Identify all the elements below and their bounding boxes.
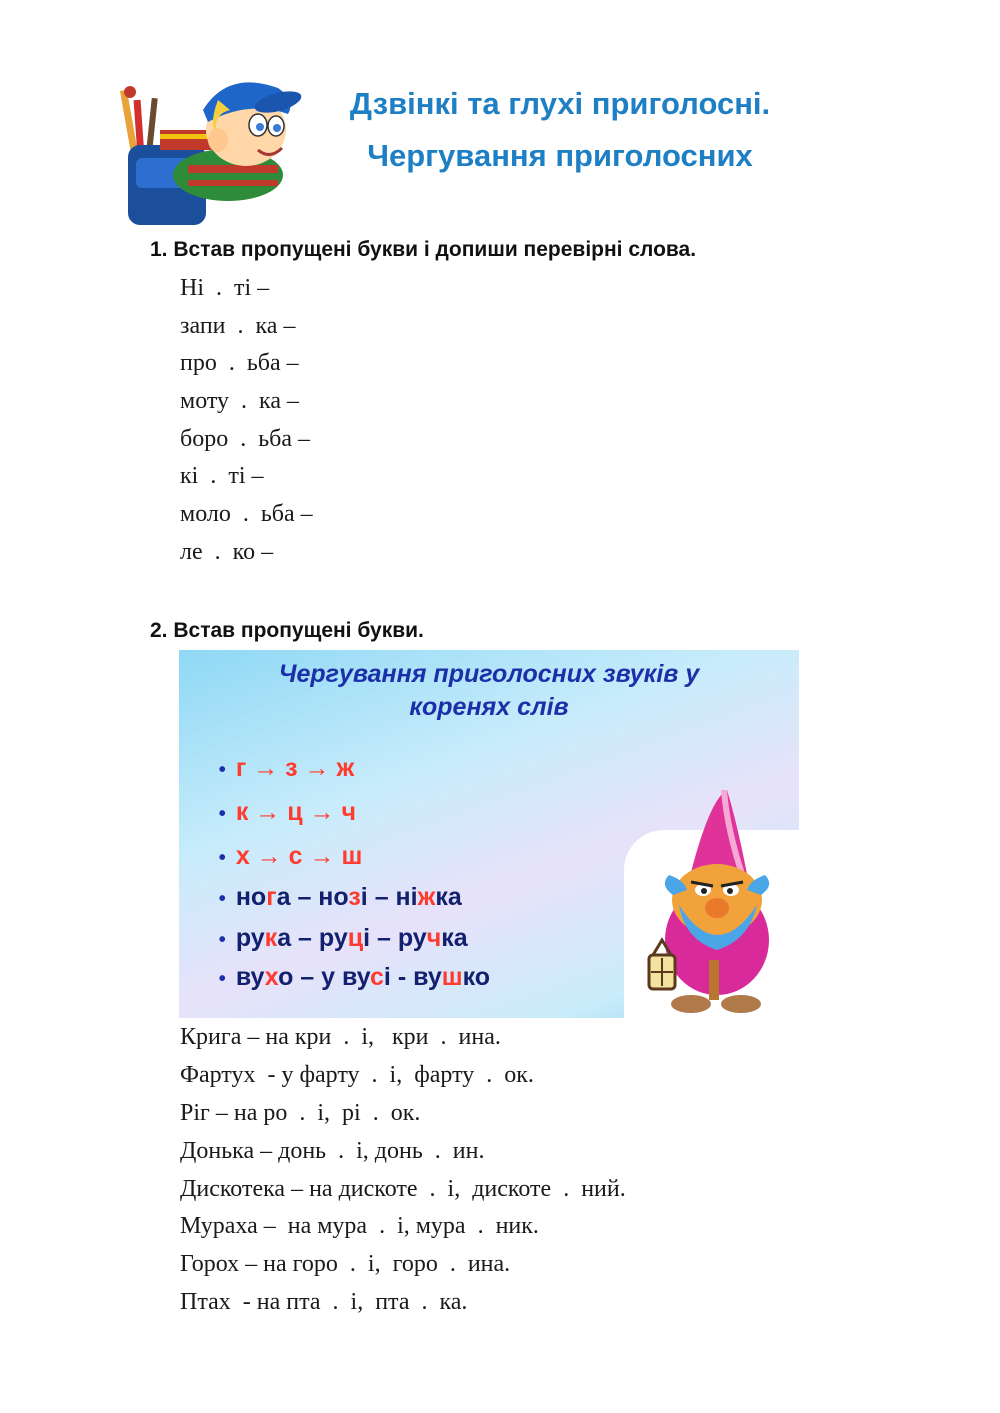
bullet-icon: •	[218, 803, 226, 825]
example-highlight: с	[370, 963, 384, 991]
example-highlight: к	[264, 924, 278, 952]
example-part: о – у ву	[278, 963, 371, 991]
example-highlight: х	[264, 963, 279, 991]
arrow-icon: →	[256, 842, 282, 870]
example-part: ру	[235, 924, 265, 952]
bullet-icon: •	[218, 888, 226, 910]
task-2-lines	[180, 1019, 626, 1322]
boy-with-backpack-illustration	[118, 70, 308, 235]
task-1-line: Ні . ті –	[180, 275, 270, 301]
bullet-icon: •	[218, 759, 226, 781]
rule-letter: ш	[341, 842, 363, 870]
bullet-icon: •	[218, 847, 226, 869]
gnome-with-lantern-illustration	[629, 790, 799, 1018]
task-1-line: боро . ьба –	[180, 425, 311, 452]
example-part: но	[235, 883, 267, 911]
rule-letter: х	[235, 842, 250, 870]
task-1-line: моло . ьба –	[180, 501, 313, 528]
example-part: а – ру	[277, 924, 348, 952]
task-1-heading: 1. Встав пропущені букви і допиши перевірні слова.	[150, 238, 697, 261]
example-part: ко	[462, 963, 491, 991]
rule-letter: с	[288, 842, 303, 870]
page-title	[290, 78, 830, 182]
task-2-line: Горох – на горо . і, горо . ина.	[180, 1251, 511, 1278]
rule-letter: к	[235, 798, 249, 826]
example-part: ву	[235, 963, 265, 991]
task-2-line: Донька – донь . і, донь . ин.	[180, 1137, 485, 1164]
example-highlight: ш	[441, 963, 463, 991]
example-vukho	[191, 934, 490, 1018]
example-part: і – ні	[360, 883, 418, 911]
task-1-lines	[180, 270, 313, 572]
task-2-line: Ріг – на ро . і, рі . ок.	[180, 1099, 421, 1126]
task-1-line: ле . ко –	[180, 538, 274, 565]
arrow-icon: →	[309, 842, 335, 870]
example-part: ка	[435, 883, 462, 911]
alternation-rules-card	[179, 650, 799, 1018]
rule-letter: г	[235, 754, 247, 782]
example-part: ка	[441, 924, 468, 952]
task-1-line: запи . ка –	[180, 312, 296, 339]
task-2-line: Дискотека – на дискоте . і, дискоте . ний.	[180, 1175, 626, 1202]
title-line-1: Дзвінкі та глухі приголосні.	[349, 86, 771, 121]
task-1-line: про . ьба –	[180, 350, 299, 377]
arrow-icon: →	[255, 798, 281, 826]
bullet-icon: •	[218, 929, 226, 951]
arrow-icon: →	[304, 754, 330, 782]
task-2-line: Фартух - у фарту . і, фарту . ок.	[180, 1061, 534, 1088]
rule-letter: з	[285, 754, 298, 782]
example-highlight: ч	[426, 924, 442, 952]
title-line-2: Чергування приголосних	[367, 138, 753, 173]
rule-letter: ж	[336, 754, 355, 782]
card-title-line-1: Чергування приголосних звуків у	[278, 660, 700, 688]
task-2-line: Крига – на кри . і, кри . ина.	[180, 1024, 501, 1050]
task-2-line: Мураха – на мура . і, мура . ник.	[180, 1213, 539, 1240]
example-highlight: ц	[347, 924, 364, 952]
card-title-line-2: коренях слів	[409, 693, 569, 721]
arrow-icon: →	[253, 754, 279, 782]
rule-letter: ц	[287, 798, 303, 826]
example-part: і – ру	[363, 924, 427, 952]
rule-letter: ч	[341, 798, 357, 826]
task-2-line: Птах - на пта . і, пта . ка.	[180, 1289, 468, 1316]
card-title	[179, 658, 799, 724]
example-highlight: ж	[417, 883, 436, 911]
bullet-icon: •	[218, 968, 226, 990]
task-2-heading: 2. Встав пропущені букви.	[150, 619, 424, 642]
arrow-icon: →	[309, 798, 335, 826]
task-1-line: кі . ті –	[180, 463, 264, 490]
example-part: і - ву	[383, 963, 442, 991]
example-highlight: з	[348, 883, 361, 911]
example-highlight: г	[266, 883, 277, 911]
example-part: а – но	[276, 883, 349, 911]
task-1-line: моту . ка –	[180, 388, 299, 415]
